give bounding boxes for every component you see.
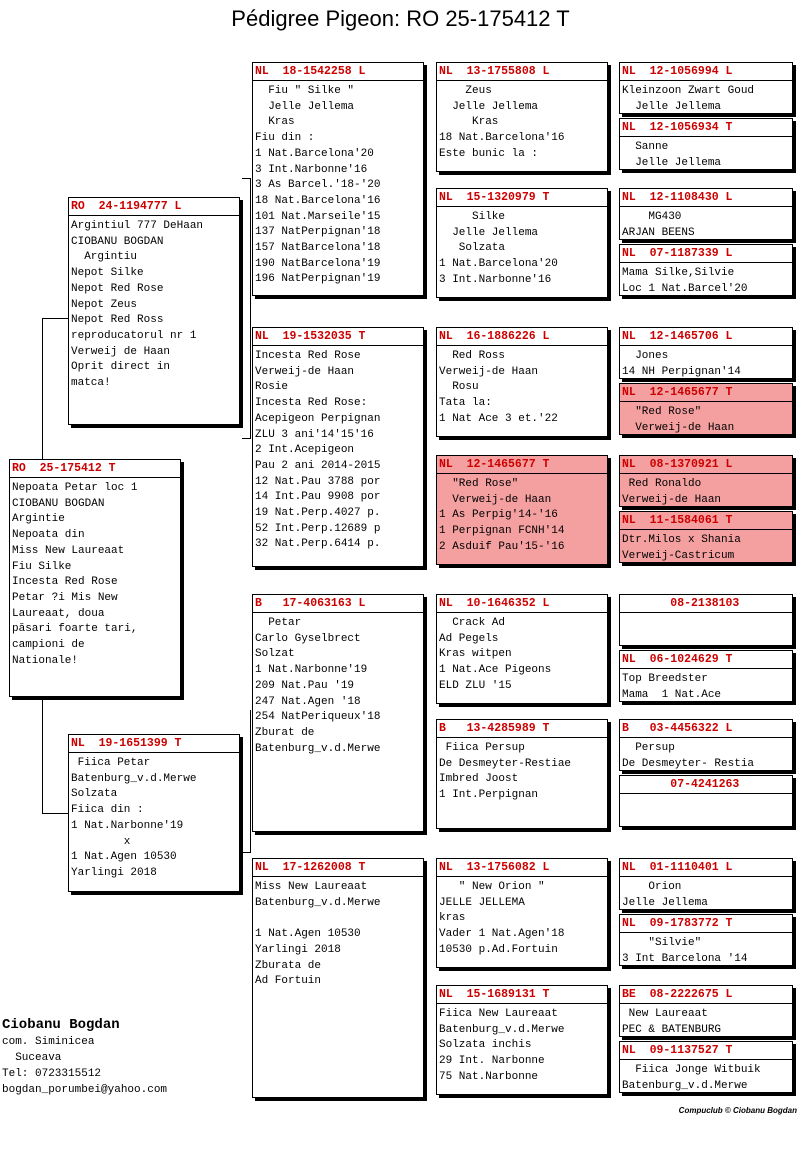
detail-line: 137 NatPerpignan'18 [255,226,381,239]
detail-line: Ad Fortuin [255,975,322,988]
pigeon-details [437,1007,607,1086]
detail-line: Zburat de [255,726,315,739]
connector-line [42,318,43,460]
detail-line: Fiu Silke [12,560,72,573]
detail-line: x [71,835,131,848]
owner-city: Suceava [2,1052,62,1064]
pigeon-details [620,349,792,379]
detail-line: Batenburg_v.d.Merwe [255,896,381,909]
pigeon-details [620,266,792,296]
detail-line: Fiica din : [71,804,144,817]
pigeon-details [437,616,607,695]
card-divider [253,80,423,81]
pigeon-details [437,477,607,556]
ring-number: NL 17-1262008 T [255,861,366,874]
card-divider [10,477,180,478]
detail-line: Fiica Persup [439,742,525,754]
card-divider [620,932,792,933]
detail-line: 1 Nat.Barcelona'20 [439,258,558,271]
detail-line: Top Breedster [622,673,708,685]
detail-line: Petar [255,617,302,629]
connector-line [42,318,68,319]
detail-line: 196 NatPerpignan'19 [255,273,381,286]
pigeon-details [437,741,607,804]
detail-line: Nepot Red Ross [71,314,164,327]
detail-line: De Desmeyter- Restia [622,757,755,770]
ring-number: NL 19-1532035 T [255,330,366,343]
detail-line: 1 Perpignan FCNH'14 [439,525,565,538]
detail-line: Orion [622,881,682,893]
detail-line: Crack Ad [439,617,506,629]
pigeon-details [620,84,792,114]
detail-line: 3 Int.Narbonne'16 [439,273,552,286]
detail-line: Zburata de [255,959,322,972]
detail-line: Fiica New Laureaat [439,1008,558,1020]
ring-number: 07-4241263 [622,778,740,791]
pigeon-card-g8a[interactable] [619,985,793,1037]
detail-line: " New Orion " [439,881,545,893]
detail-line: 1 Nat Ace 3 et.'22 [439,412,558,425]
pigeon-details [69,756,239,882]
detail-line: Verweij de Haan [71,345,171,358]
connector-line [42,700,43,813]
detail-line: Verweij-de Haan [622,493,722,506]
pigeon-card-subject[interactable] [9,459,181,697]
connector-line [242,178,251,179]
detail-line: 1 Nat.Agen 10530 [255,928,361,941]
page-title: Pédigree Pigeon: RO 25-175412 T [231,6,570,31]
detail-line: ELD ZLU '15 [439,679,512,692]
card-divider [253,876,423,877]
ring-number: NL 12-1465677 T [439,458,550,471]
ring-number: NL 13-1756082 L [439,861,550,874]
detail-line: 157 NatBarcelona'18 [255,242,381,255]
detail-line: Kras [439,116,499,129]
detail-line: JELLE JELLEMA [439,896,525,909]
pigeon-card-g7a[interactable] [619,858,793,910]
ring-number: 08-2138103 [622,597,740,610]
ring-number: NL 12-1056994 L [622,65,733,78]
pigeon-card-dam-sire[interactable] [252,594,424,832]
detail-line: 1 As Perpig'14-'16 [439,509,558,522]
detail-line: 10530 p.Ad.Fortuin [439,943,558,956]
detail-line: Carlo Gyselbrect [255,632,361,645]
detail-line: Fiu " Silke " [255,85,355,97]
detail-line: Miss New Laureaat [12,544,125,557]
pigeon-details [620,1007,792,1037]
detail-line: 18 Nat.Barcelona'16 [439,132,565,145]
detail-line: Batenburg_v.d.Merwe [255,742,381,755]
card-divider [620,80,792,81]
detail-line: Solzata [439,242,506,255]
pigeon-card-dds[interactable] [436,858,608,968]
detail-line: Jelle Jellema [622,100,722,113]
detail-line: Jelle Jellema [439,226,539,239]
detail-line: Vader 1 Nat.Agen'18 [439,928,565,941]
pigeon-details [253,349,423,553]
ring-number: NL 12-1465706 L [622,330,733,343]
detail-line: Batenburg_v.d.Merwe [71,772,197,785]
detail-line: Ad Pegels [439,632,499,645]
detail-line: 209 Nat.Pau '19 [255,679,355,692]
ring-number: NL 15-1689131 T [439,988,550,1001]
ring-number: NL 07-1187339 L [622,247,733,260]
detail-line: Jelle Jellema [622,896,708,909]
detail-line: Silke [439,211,506,223]
pigeon-card-sss[interactable] [436,62,608,172]
ring-number: B 03-4456322 L [622,722,733,735]
connector-line [250,710,251,852]
detail-line: Batenburg_v.d.Merwe [439,1023,565,1036]
detail-line: Kleinzoon Zwart Goud [622,85,755,97]
detail-line: 247 Nat.Agen '18 [255,695,361,708]
detail-line: Argintiul 777 DeHaan [71,220,204,232]
ring-number: NL 08-1370921 L [622,458,733,471]
ring-number: BE 08-2222675 L [622,988,733,1001]
detail-line: Verweij-de Haan [255,365,355,378]
ring-number: NL 15-1320979 T [439,191,550,204]
detail-line: "Red Rose" [439,478,519,490]
detail-line: Jelle Jellema [622,156,722,169]
detail-line: Jones [622,350,669,362]
ring-number: NL 13-1755808 L [439,65,550,78]
ring-number: B 13-4285989 T [439,722,550,735]
pigeon-card-g3b[interactable] [619,383,793,435]
card-divider [620,668,792,669]
detail-line: Jelle Jellema [255,100,355,113]
card-divider [620,1059,792,1060]
detail-line: Verweij-Castricum [622,549,735,562]
detail-line: Persup [622,742,675,754]
pigeon-details [253,880,423,990]
pigeon-card-sdd[interactable] [436,455,608,565]
detail-line: Tata la: [439,397,492,410]
detail-line: New Laureaat [622,1008,708,1020]
pigeon-details [10,481,180,669]
card-divider [620,401,792,402]
pigeon-card-dam[interactable] [68,734,240,892]
pigeon-card-ssd[interactable] [436,188,608,298]
detail-line: 101 Nat.Marseile'15 [255,210,381,223]
pigeon-card-g4b[interactable] [619,511,793,563]
detail-line: Incesta Red Rose [12,576,118,589]
card-divider [620,473,792,474]
detail-line: Incesta Red Rose: [255,397,368,410]
pigeon-card-dsd[interactable] [436,719,608,829]
card-divider [437,473,607,474]
pigeon-details [253,616,423,757]
detail-line: Yarlingi 2018 [71,866,157,879]
detail-line: Verweij-de Haan [622,421,735,434]
pigeon-card-g7b[interactable] [619,914,793,966]
detail-line: 1 Nat.Ace Pigeons [439,664,552,677]
detail-line: Argintie [12,513,65,526]
detail-line [255,911,423,927]
pigeon-details [620,672,792,702]
detail-line: 1 Nat.Narbonne'19 [71,819,184,832]
detail-line: 19 Nat.Perp.4027 p. [255,507,381,520]
detail-line: 190 NatBarcelona'19 [255,257,381,270]
card-divider [69,752,239,753]
detail-line: Incesta Red Rose [255,350,361,362]
pigeon-details [253,84,423,288]
pigeon-card-sds[interactable] [436,327,608,437]
detail-line: 254 NatPeriqueux'18 [255,711,381,724]
connector-line [250,178,251,438]
ring-number: NL 01-1110401 L [622,861,733,874]
detail-line: ZLU 3 ani'14'15'16 [255,428,374,441]
ring-number: NL 19-1651399 T [71,737,182,750]
detail-line: Mama 1 Nat.Ace [622,688,722,701]
detail-line: Dtr.Milos x Shania [622,534,741,546]
owner-block [2,1016,167,1098]
footer-credit: Compuclub © Ciobanu Bogdan [678,1106,797,1115]
pigeon-card-sire[interactable] [68,197,240,425]
detail-line: 18 Nat.Barcelona'16 [255,194,381,207]
detail-line: 14 Int.Pau 9908 por [255,491,381,504]
detail-line: "Red Rose" [622,406,702,418]
pigeon-card-ddd[interactable] [436,985,608,1095]
pigeon-card-sire-dam[interactable] [252,327,424,567]
connector-line [242,438,251,439]
detail-line: Nepot Zeus [71,298,138,311]
connector-line [42,813,68,814]
detail-line: Sanne [622,141,669,153]
ring-number: NL 16-1886226 L [439,330,550,343]
pigeon-details [620,1063,792,1093]
card-divider [620,262,792,263]
detail-line: Argintiu [71,251,138,264]
card-divider [620,793,792,794]
detail-line: Nepot Red Rose [71,282,164,295]
detail-line: Rosie [255,381,289,394]
pigeon-card-g1b[interactable] [619,118,793,170]
pigeon-details [620,405,792,435]
card-divider [437,345,607,346]
ring-number: NL 06-1024629 T [622,653,733,666]
detail-line: campioni de [12,639,85,652]
ring-number: NL 18-1542258 L [255,65,366,78]
pigeon-card-g3a[interactable] [619,327,793,379]
card-divider [620,612,792,613]
card-divider [437,737,607,738]
connector-line [242,852,251,853]
detail-line: 1 Nat.Narbonne'19 [255,664,368,677]
ring-number: NL 12-1465677 T [622,386,733,399]
detail-line: Kras witpen [439,648,512,661]
owner-phone: Tel: 0723315512 [2,1068,102,1080]
detail-line: De Desmeyter-Restiae [439,757,572,770]
detail-line: PEC & BATENBURG [622,1023,722,1036]
ring-number: NL 12-1108430 L [622,191,733,204]
ring-number: RO 24-1194777 L [71,200,182,213]
detail-line: Solzat [255,648,295,661]
card-divider [253,345,423,346]
pigeon-details [437,880,607,959]
card-divider [437,1003,607,1004]
detail-line: 2 Int.Acepigeon [255,444,355,457]
detail-line: Loc 1 Nat.Barcel'20 [622,282,748,295]
detail-line: păsari foarte tari, [12,623,138,636]
card-divider [620,206,792,207]
owner-address: com. Siminicea [2,1036,95,1048]
pigeon-card-g6a[interactable] [619,719,793,771]
ring-number: NL 11-1584061 T [622,514,733,527]
card-divider [437,876,607,877]
detail-line: Zeus [439,85,492,97]
detail-line: CIOBANU BOGDAN [12,497,105,510]
card-divider [620,136,792,137]
pigeon-card-dss[interactable] [436,594,608,704]
pigeon-card-g1a[interactable] [619,62,793,114]
owner-name: Ciobanu Bogdan [2,1017,120,1033]
detail-line: Nationale! [12,654,79,667]
detail-line: 32 Nat.Perp.6414 p. [255,538,381,551]
detail-line: Batenburg_v.d.Merwe [622,1079,748,1092]
detail-line: 3 Int Barcelona '14 [622,952,748,965]
detail-line: Kras [255,116,295,129]
detail-line: Nepoata din [12,529,85,542]
card-divider [620,737,792,738]
detail-line: CIOBANU BOGDAN [71,235,164,248]
pigeon-details [620,477,792,507]
detail-line: 12 Nat.Pau 3788 por [255,475,381,488]
detail-line: Solzata inchis [439,1039,532,1052]
card-divider [620,1003,792,1004]
card-divider [437,612,607,613]
pigeon-details [437,210,607,289]
detail-line: 1 Nat.Agen 10530 [71,851,177,864]
detail-line: kras [439,912,466,925]
detail-line: 1 Nat.Barcelona'20 [255,147,374,160]
detail-line: Petar ?i Mis New [12,591,118,604]
detail-line: 14 NH Perpignan'14 [622,365,741,378]
detail-line: Verweij-de Haan [439,365,539,378]
pigeon-details [437,349,607,428]
detail-line: Miss New Laureaat [255,881,368,893]
pigeon-card-g2a[interactable] [619,188,793,240]
pigeon-details [620,210,792,240]
detail-line: Yarlingi 2018 [255,943,341,956]
card-divider [437,80,607,81]
detail-line: MG430 [622,211,682,223]
pigeon-card-g8b[interactable] [619,1041,793,1093]
detail-line: matca! [71,377,111,390]
card-divider [253,612,423,613]
detail-line: reproducatorul nr 1 [71,329,197,342]
detail-line: 2 Asduif Pau'15-'16 [439,540,565,553]
pigeon-details [620,936,792,966]
detail-line: Nepoata Petar loc 1 [12,482,138,494]
pigeon-card-g4a[interactable] [619,455,793,507]
pigeon-card-sire-sire[interactable] [252,62,424,296]
ring-number: NL 09-1137527 T [622,1044,733,1057]
detail-line: Rosu [439,381,479,394]
owner-email[interactable]: bogdan_porumbei@yahoo.com [2,1084,168,1096]
pigeon-details [437,84,607,163]
pigeon-card-dam-dam[interactable] [252,858,424,1098]
detail-line: 75 Nat.Narbonne [439,1070,539,1083]
ring-number: B 17-4063163 L [255,597,366,610]
detail-line: Verweij-de Haan [439,493,552,506]
pigeon-details [69,219,239,392]
detail-line: Laureaat, doua [12,607,105,620]
detail-line: Red Ross [439,350,506,362]
pigeon-card-g5b[interactable] [619,650,793,702]
ring-number: NL 10-1646352 L [439,597,550,610]
detail-line: Fiu din : [255,132,315,145]
pigeon-card-g6b[interactable] [619,775,793,827]
detail-line: 3 Int.Narbonne'16 [255,163,368,176]
detail-line: Pau 2 ani 2014-2015 [255,459,381,472]
detail-line: 3 As Barcel.'18-'20 [255,179,381,192]
detail-line: "Silvie" [622,937,702,949]
detail-line: Jelle Jellema [439,100,539,113]
detail-line: 52 Int.Perp.12689 p [255,522,381,535]
card-divider [437,206,607,207]
ring-number: NL 09-1783772 T [622,917,733,930]
pigeon-card-g2b[interactable] [619,244,793,296]
detail-line: 1 Int.Perpignan [439,789,539,802]
detail-line: ARJAN BEENS [622,226,695,239]
detail-line: Solzata [71,788,118,801]
ring-number: RO 25-175412 T [12,462,116,475]
pigeon-details [620,880,792,910]
detail-line: Este bunic la : [439,147,539,160]
detail-line: Acepigeon Perpignan [255,412,381,425]
pigeon-details [620,741,792,771]
pigeon-details [620,533,792,563]
card-divider [620,345,792,346]
card-divider [620,529,792,530]
pigeon-details [620,140,792,170]
detail-line: 29 Int. Narbonne [439,1055,545,1068]
detail-line: Oprit direct in [71,361,171,374]
detail-line: Imbred Joost [439,773,519,786]
detail-line: Red Ronaldo [622,478,702,490]
detail-line: Fiica Jonge Witbuik [622,1064,761,1076]
pigeon-card-g5a[interactable] [619,594,793,646]
card-divider [69,215,239,216]
detail-line: Fiica Petar [71,757,151,769]
detail-line: Nepot Silke [71,267,144,280]
detail-line: Mama Silke,Silvie [622,267,735,279]
card-divider [620,876,792,877]
ring-number: NL 12-1056934 T [622,121,733,134]
